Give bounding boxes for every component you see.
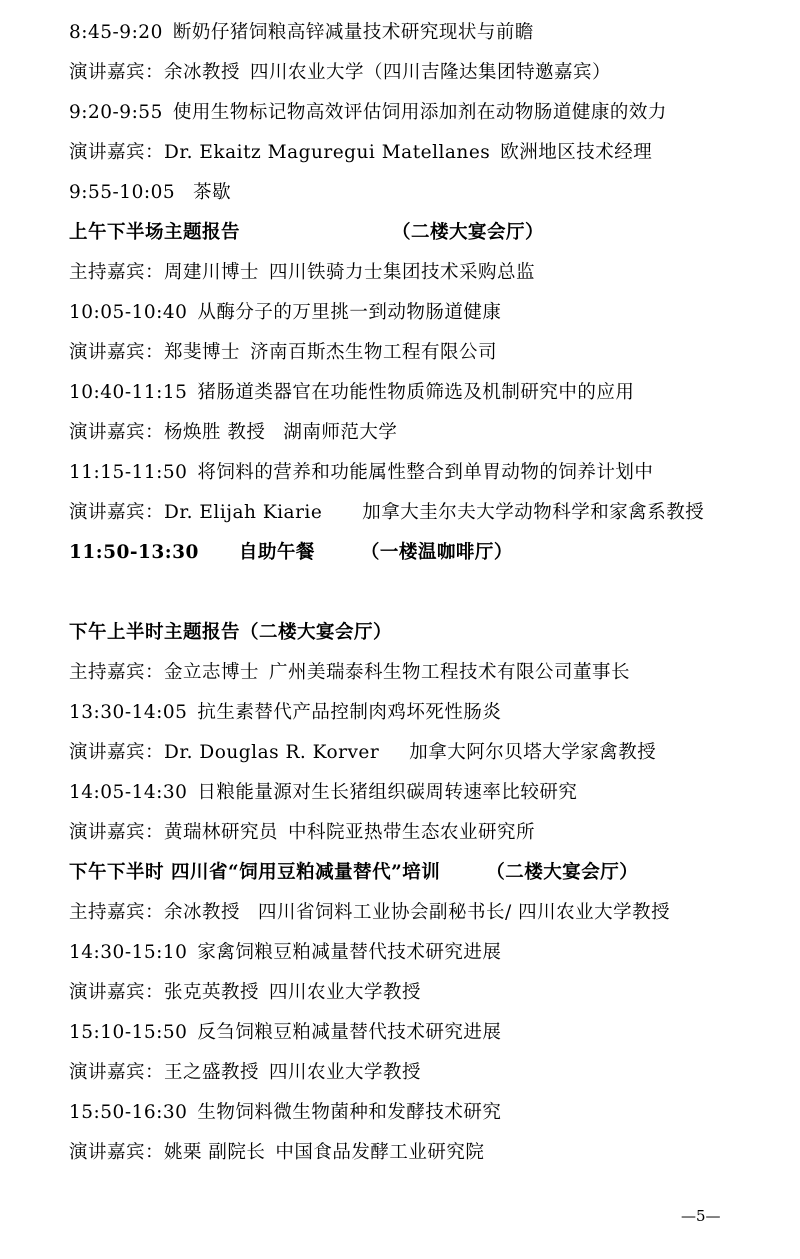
speaker-line	[69, 816, 535, 850]
host-name: 金立志博士	[164, 662, 260, 683]
speaker-affiliation: 四川农业大学教授	[269, 982, 422, 1003]
speaker-name: 黄瑞林研究员	[164, 822, 279, 843]
session-time: 11:15-11:50	[69, 462, 188, 483]
host-label: 主持嘉宾：	[69, 662, 165, 683]
session-time: 8:45-9:20	[69, 22, 163, 43]
session-title: 日粮能量源对生长猪组织碳周转速率比较研究	[197, 782, 578, 803]
speaker-label: 演讲嘉宾：	[69, 822, 165, 843]
speaker-line	[69, 136, 652, 170]
agenda-item	[69, 296, 501, 330]
agenda-item	[69, 376, 634, 410]
speaker-name: 王之盛教授	[164, 1062, 260, 1083]
section-venue: （二楼大宴会厅）	[392, 222, 545, 243]
speaker-label: 演讲嘉宾：	[69, 62, 165, 83]
speaker-name: 郑斐博士	[164, 342, 241, 363]
agenda-item	[69, 776, 577, 810]
speaker-affiliation: 四川农业大学教授	[269, 1062, 422, 1083]
speaker-line	[69, 336, 497, 370]
page-number: —5—	[681, 1207, 721, 1225]
session-title: 猪肠道类器官在功能性物质筛选及机制研究中的应用	[197, 382, 635, 403]
host-affiliation: 四川省饲料工业协会副秘书长/ 四川农业大学教授	[258, 902, 671, 923]
section-title: 下午下半时 四川省“饲用豆粕减量替代”培训	[69, 862, 441, 883]
agenda-item	[69, 936, 501, 970]
session-title: 家禽饲粮豆粕减量替代技术研究进展	[197, 942, 502, 963]
session-title: 将饲料的营养和功能属性整合到单胃动物的饲养计划中	[197, 462, 654, 483]
section-heading	[69, 216, 544, 250]
session-time: 10:40-11:15	[69, 382, 188, 403]
section-title: 下午上半时主题报告（二楼大宴会厅）	[69, 622, 393, 643]
host-label: 主持嘉宾：	[69, 262, 165, 283]
agenda-item	[69, 696, 501, 730]
session-venue: （一楼温咖啡厅）	[360, 542, 513, 563]
agenda-item	[69, 96, 667, 130]
speaker-affiliation: 济南百斯杰生物工程有限公司	[250, 342, 498, 363]
host-affiliation: 四川铁骑力士集团技术采购总监	[269, 262, 536, 283]
speaker-affiliation: 四川农业大学（四川吉隆达集团特邀嘉宾）	[250, 62, 612, 83]
speaker-affiliation: 加拿大阿尔贝塔大学家禽教授	[409, 742, 657, 763]
host-line	[69, 256, 535, 290]
section-title: 上午下半场主题报告	[69, 222, 241, 243]
speaker-affiliation: 中国食品发酵工业研究院	[275, 1142, 485, 1163]
speaker-label: 演讲嘉宾：	[69, 742, 165, 763]
speaker-affiliation: 湖南师范大学	[283, 422, 398, 443]
session-title: 从酶分子的万里挑一到动物肠道健康	[197, 302, 502, 323]
speaker-label: 演讲嘉宾：	[69, 982, 165, 1003]
speaker-name: 张克英教授	[164, 982, 260, 1003]
speaker-name: 姚栗 副院长	[164, 1142, 266, 1163]
speaker-affiliation: 加拿大圭尔夫大学动物科学和家禽系教授	[362, 502, 705, 523]
host-line	[69, 656, 630, 690]
speaker-label: 演讲嘉宾：	[69, 502, 165, 523]
speaker-line	[69, 56, 611, 90]
speaker-name: Dr. Elijah Kiarie	[164, 502, 323, 523]
session-title: 使用生物标记物高效评估饲用添加剂在动物肠道健康的效力	[172, 102, 667, 123]
section-venue: （二楼大宴会厅）	[486, 862, 639, 883]
speaker-label: 演讲嘉宾：	[69, 422, 165, 443]
speaker-label: 演讲嘉宾：	[69, 1062, 165, 1083]
agenda-item	[69, 16, 534, 50]
agenda-item	[69, 176, 231, 210]
host-name: 余冰教授	[164, 902, 241, 923]
session-title: 反刍饲粮豆粕减量替代技术研究进展	[197, 1022, 502, 1043]
session-time: 15:50-16:30	[69, 1102, 188, 1123]
host-affiliation: 广州美瑞泰科生物工程技术有限公司董事长	[269, 662, 631, 683]
host-label: 主持嘉宾：	[69, 902, 165, 923]
speaker-line	[69, 1056, 421, 1090]
section-heading	[69, 856, 638, 890]
host-name: 周建川博士	[164, 262, 260, 283]
session-time: 11:50-13:30	[69, 542, 199, 563]
speaker-name: 杨焕胜 教授	[164, 422, 266, 443]
session-time: 13:30-14:05	[69, 702, 188, 723]
session-time: 15:10-15:50	[69, 1022, 188, 1043]
speaker-line	[69, 1136, 484, 1170]
session-title: 生物饲料微生物菌种和发酵技术研究	[197, 1102, 502, 1123]
speaker-affiliation: 欧洲地区技术经理	[500, 142, 653, 163]
session-title: 抗生素替代产品控制肉鸡坏死性肠炎	[197, 702, 502, 723]
agenda-item-lunch	[69, 536, 513, 570]
speaker-label: 演讲嘉宾：	[69, 1142, 165, 1163]
agenda-item	[69, 456, 653, 490]
session-time: 14:30-15:10	[69, 942, 188, 963]
session-title: 断奶仔猪饲粮高锌减量技术研究现状与前瞻	[172, 22, 534, 43]
speaker-line	[69, 736, 656, 770]
session-time: 14:05-14:30	[69, 782, 188, 803]
speaker-label: 演讲嘉宾：	[69, 142, 165, 163]
speaker-label: 演讲嘉宾：	[69, 342, 165, 363]
agenda-item	[69, 1016, 501, 1050]
speaker-name: Dr. Douglas R. Korver	[164, 742, 380, 763]
host-line	[69, 896, 670, 930]
session-time: 9:55-10:05	[69, 182, 176, 203]
agenda-item	[69, 1096, 501, 1130]
session-title: 茶歇	[193, 182, 232, 203]
session-title: 自助午餐	[238, 542, 315, 563]
session-time: 10:05-10:40	[69, 302, 188, 323]
speaker-name: 余冰教授	[164, 62, 241, 83]
speaker-name: Dr. Ekaitz Maguregui Matellanes	[164, 142, 491, 163]
speaker-affiliation: 中科院亚热带生态农业研究所	[288, 822, 536, 843]
speaker-line	[69, 976, 421, 1010]
session-time: 9:20-9:55	[69, 102, 163, 123]
speaker-line	[69, 416, 397, 450]
speaker-line	[69, 496, 704, 530]
section-heading	[69, 616, 392, 650]
